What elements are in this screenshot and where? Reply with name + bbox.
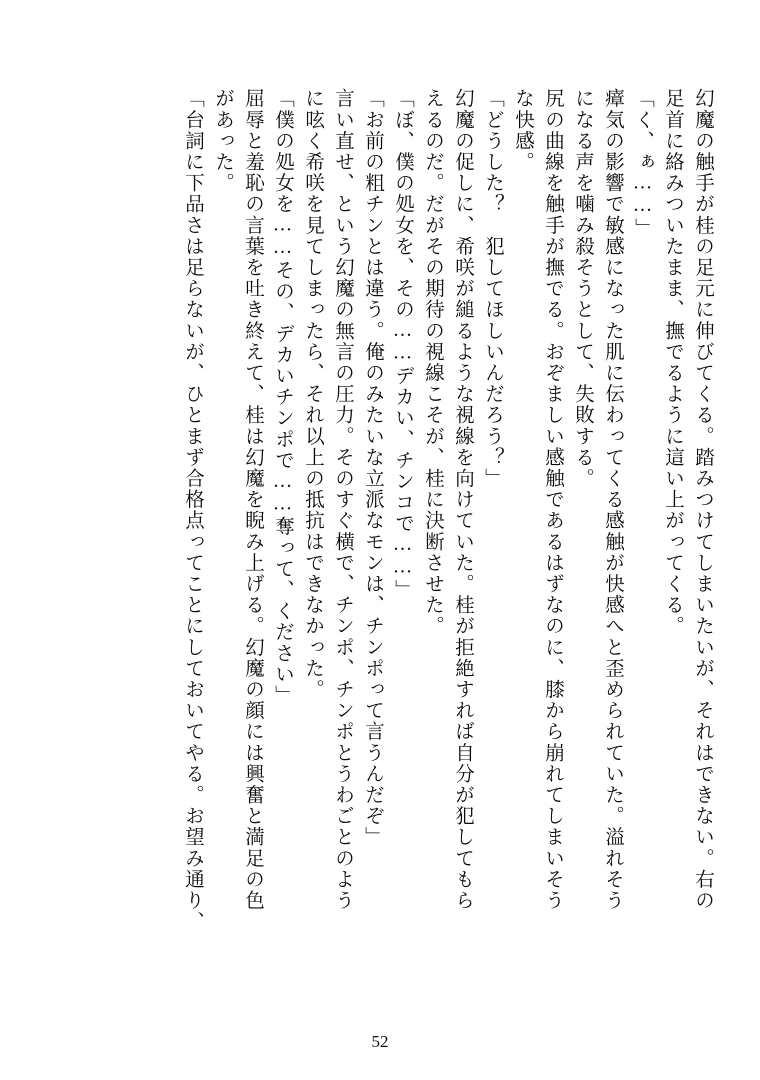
text-column: 「僕の処女を……その、デカいチンポで……奪って、ください」 [272, 88, 293, 706]
page-number: 52 [371, 1032, 389, 1051]
text-column: 「お前の粗チンとは違う。俺のみたいな立派なモンは、チンポって言うんだぞ」 [362, 88, 383, 848]
text-column: 「どうした？ 犯してほしいんだろう？」 [482, 88, 503, 489]
text-column: 「ぼ、僕の処女を、その……デカい、チンコで……」 [392, 88, 413, 601]
text-column: 幻魔の触手が桂の足元に伸びてくる。踏みつけてしまいたいが、それはできない。右の [692, 88, 713, 911]
text-column: になる声を噛み殺そうとして、失敗する。 [572, 88, 593, 489]
text-column: に呟く希咲を見てしまったら、それ以上の抵抗はできなかった。 [302, 88, 323, 700]
text-column: えるのだ。だがその期待の視線こそが、桂に決断させた。 [422, 88, 443, 637]
text-column: 幻魔の促しに、希咲が縋るような視線を向けていた。桂が拒絶すれば自分が犯してもら [452, 88, 473, 911]
text-column: 言い直せ、という幻魔の無言の圧力。そのすぐ横で、チンポ、チンポとうわごとのよう [332, 88, 353, 911]
text-column: 足首に絡みついたまま、撫でるように這い上がってくる。 [662, 88, 683, 637]
text-column: があった。 [212, 88, 233, 194]
vertical-text-body [48, 88, 712, 1008]
text-column: 尻の曲線を触手が撫でる。おぞましい感触であるはずなのに、膝から崩れてしまいそう [542, 88, 563, 911]
text-column: 「く、ぁ……」 [632, 88, 653, 239]
text-column: 「台詞に下品さは足らないが、ひとまず合格点ってことにしておいてやる。お望み通り、 [182, 88, 203, 932]
text-column: な快感。 [512, 88, 533, 173]
text-column: 屈辱と羞恥の言葉を吐き終えて、桂は幻魔を睨み上げる。幻魔の顔には興奮と満足の色 [242, 88, 263, 911]
text-column: 瘴気の影響で敏感になった肌に伝わってくる感触が快感へと歪められていた。溢れそう [602, 88, 623, 911]
